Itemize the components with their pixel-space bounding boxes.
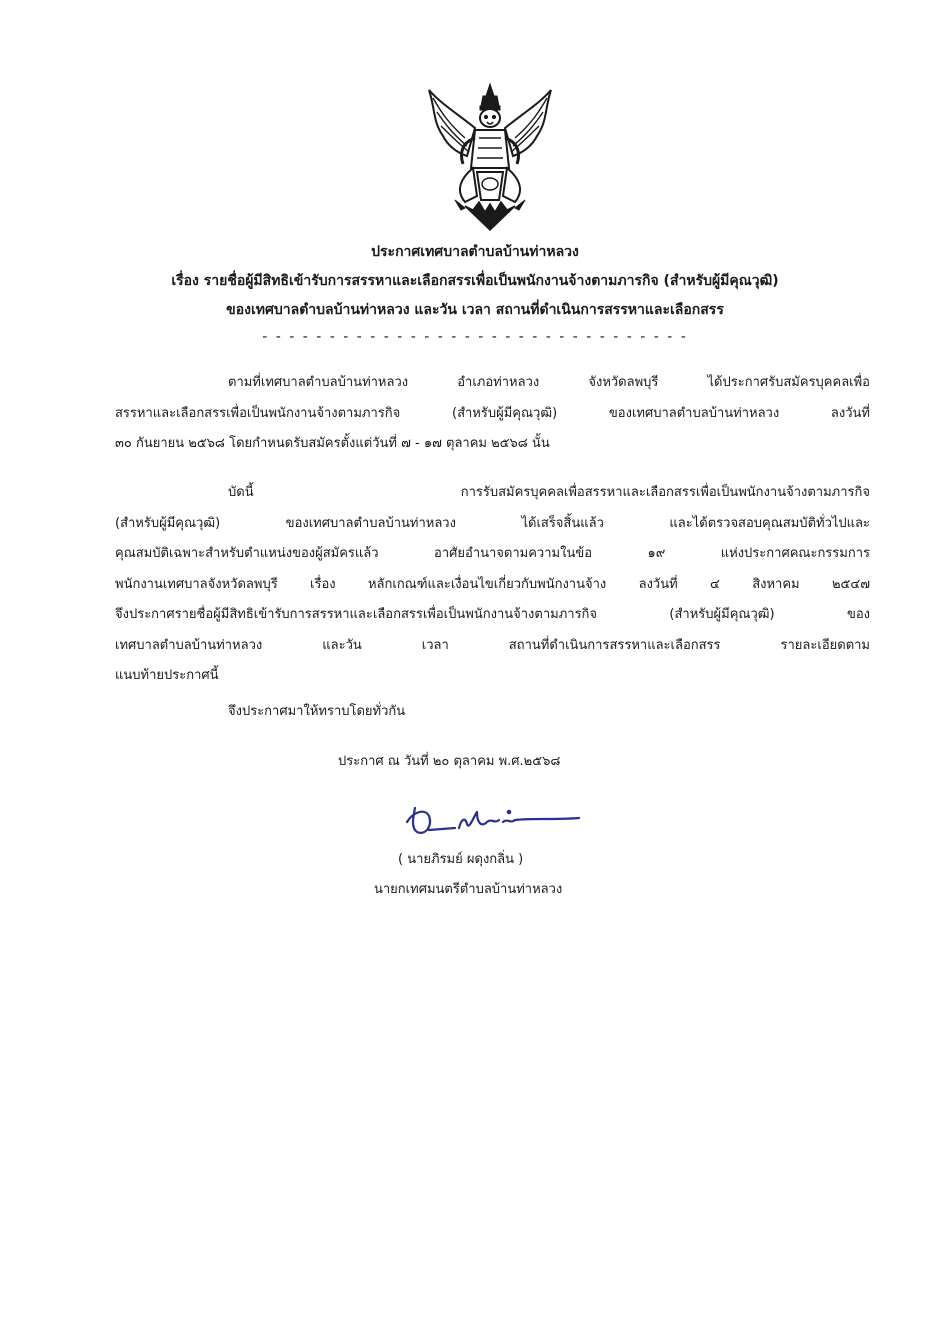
paragraph-2-line: (สำหรับผู้มีคุณวุฒิ) ของเทศบาลตำบลบ้านท่าหลวง ได้เสร็จสิ้นแล้ว และได้ตรวจสอบคุณสมบัติทั่วไปและ <box>115 515 870 531</box>
handwritten-signature <box>403 798 583 842</box>
paragraph-2-line: แนบท้ายประกาศนี้ <box>115 668 219 683</box>
paragraph-2 <box>115 478 870 692</box>
announcement-header <box>80 238 870 347</box>
closing-paragraph: จึงประกาศมาให้ทราบโดยทั่วกัน <box>228 704 406 719</box>
signer-name: ( นายภิรมย์ ผดุงกลิ่น ) <box>398 852 524 867</box>
garuda-emblem-icon <box>425 82 555 232</box>
announcement-date: ประกาศ ณ วันที่ ๒๐ ตุลาคม พ.ศ.๒๕๖๘ <box>338 754 561 769</box>
paragraph-2-line: คุณสมบัติเฉพาะสำหรับตำแหน่งของผู้สมัครแล้ว อาศัยอำนาจตามความในข้อ ๑๙ แห่งประกาศคณะกรรมการ <box>115 546 870 561</box>
header-line-2: เรื่อง รายชื่อผู้มีสิทธิเข้ารับการสรรหาและเลือกสรรเพื่อเป็นพนักงานจ้างตามภารกิจ (สำหรับผู้มีคุณวุฒิ) <box>171 273 779 289</box>
paragraph-1-line: ๓๐ กันยายน ๒๕๖๘ โดยกำหนดรับสมัครตั้งแต่วันที่ ๗ - ๑๗ ตุลาคม ๒๕๖๘ นั้น <box>115 436 550 451</box>
header-line-1: ประกาศเทศบาลตำบลบ้านท่าหลวง <box>371 244 579 260</box>
header-separator: - - - - - - - - - - - - - - - - - - - - - - - - - - - - - - - - <box>262 329 688 345</box>
paragraph-1-line: ตามที่เทศบาลตำบลบ้านท่าหลวง อำเภอท่าหลวง จังหวัดลพบุรี ได้ประกาศรับสมัครบุคคลเพื่อ <box>228 375 870 390</box>
signer-title: นายกเทศมนตรีตำบลบ้านท่าหลวง <box>374 882 563 897</box>
paragraph-1 <box>115 368 870 460</box>
paragraph-2-line: บัดนี้ การรับสมัครบุคคลเพื่อสรรหาและเลือกสรรเพื่อเป็นพนักงานจ้างตามภารกิจ <box>228 485 870 500</box>
paragraph-2-line: เทศบาลตำบลบ้านท่าหลวง และวัน เวลา สถานที่ดำเนินการสรรหาและเลือกสรร รายละเอียดตาม <box>115 637 870 653</box>
paragraph-1-line: สรรหาและเลือกสรรเพื่อเป็นพนักงานจ้างตามภารกิจ (สำหรับผู้มีคุณวุฒิ) ของเทศบาลตำบลบ้านท่าหลวง ลงวันที่ <box>115 405 870 421</box>
paragraph-2-line: จึงประกาศรายชื่อผู้มีสิทธิเข้ารับการสรรหาและเลือกสรรเพื่อเป็นพนักงานจ้างตามภารกิจ (สำหรับผู้มีคุณวุฒิ) ของ <box>115 607 870 622</box>
paragraph-2-line: พนักงานเทศบาลจังหวัดลพบุรี เรื่อง หลักเกณฑ์และเงื่อนไขเกี่ยวกับพนักงานจ้าง ลงวันที่ ๔ สิงหาคม ๒๕๔๗ <box>115 576 870 592</box>
header-line-3: ของเทศบาลตำบลบ้านท่าหลวง และวัน เวลา สถานที่ดำเนินการสรรหาและเลือกสรร <box>226 302 724 318</box>
